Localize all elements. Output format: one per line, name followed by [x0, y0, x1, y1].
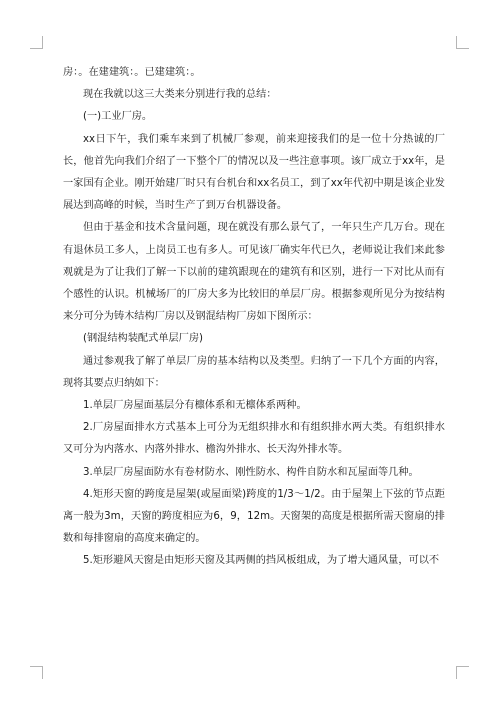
list-item-3: 3.单层厂房屋面防水有卷材防水、刚性防水、构件自防水和瓦屋面等几种。 — [83, 466, 419, 478]
list-item-2: 2.厂房屋面排水方式基本上可分为无组织排水和有组织排水两大类。有组织排水又可分为内落水、内落外排水、檐沟外排水、长天沟外排水等。 — [63, 422, 445, 456]
crop-mark-bottom-left — [30, 666, 43, 679]
paragraph-intro: 现在我就以这三大类来分别进行我的总结： — [83, 89, 277, 101]
crop-mark-top-right — [456, 36, 469, 49]
list-item-4: 4.矩形天窗的跨度是屋架(或屋面梁)跨度的1/3～1/2。由于屋架上下弦的节点距离一般为3m，天窗的跨度相应为6，9，12m。天窗架的高度是根据所需天窗扇的排数和每排窗扇的高度来确定的。 — [63, 488, 445, 545]
section-heading: (一)工业厂房。 — [83, 111, 153, 123]
figure-caption: (钢混结构装配式单层厂房) — [83, 333, 204, 345]
list-item-1: 1.单层厂房屋面基层分有檩体系和无檩体系两种。 — [83, 400, 307, 412]
paragraph-visit: xx日下午，我们乘车来到了机械厂参观，前来迎接我们的是一位十分热诚的厂长，他首先向我们介绍了一下整个厂的情况以及一些注意事项。该厂成立于xx年，是一家国有企业。刚开始建厂时只有台机台和xx名员工，到了xx年代初中期是该企业发展达到高峰的时候，当时生产了到万台机器设备。 — [63, 133, 445, 212]
paragraph-history: 但由于基金和技术含量问题，现在就没有那么景气了，一年只生产几万台。现在有退休员工多人，上岗员工也有多人。可见该厂确实年代已久，老师说让我们来此参观就是为了让我们了解一下以前的建筑跟现在的建筑有和区别，进行一下对比从而有个感性的认识。机械场厂的厂房大多为比较旧的单层厂房。根据参观所见分为按结构来分可分为铸木结构厂房以及钢混结构厂房如下图所示： — [63, 222, 445, 323]
crop-mark-top-left — [30, 36, 43, 49]
list-item-5: 5.矩形避风天窗是由矩形天窗及其两侧的挡风板组成，为了增大通风量，可以不 — [83, 555, 440, 567]
document-body — [63, 62, 445, 573]
crop-mark-bottom-right — [456, 666, 469, 679]
paragraph-continuation: 房：。在建建筑：。已建建筑：。 — [63, 67, 201, 78]
paragraph-summary: 通过参观我了解了单层厂房的基本结构以及类型。归纳了一下几个方面的内容，现将其要点归纳如下： — [63, 355, 445, 389]
